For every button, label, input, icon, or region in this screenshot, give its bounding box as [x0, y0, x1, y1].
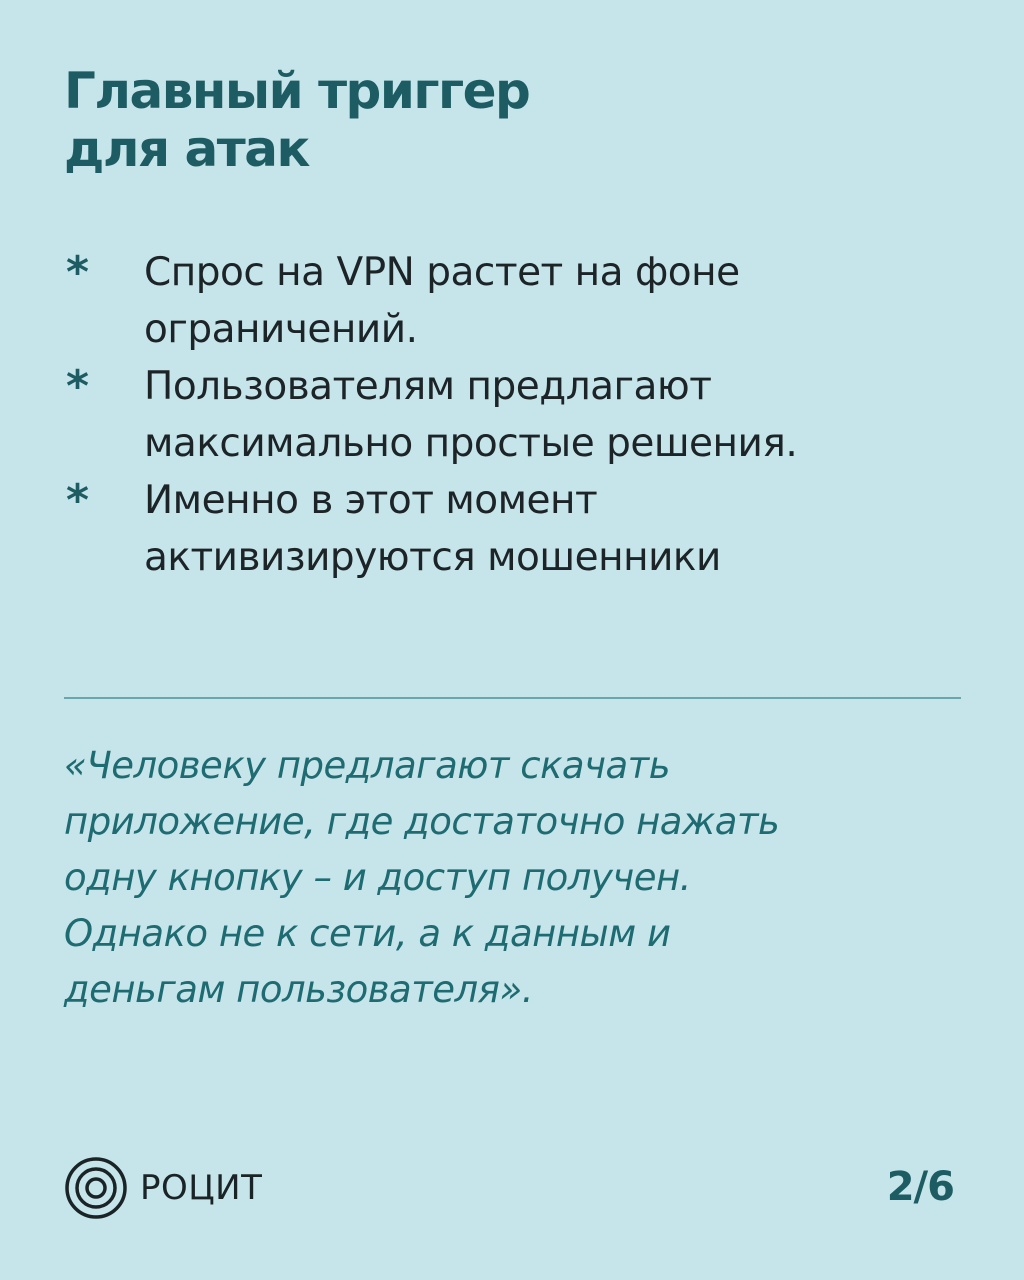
brand-logo — [64, 1156, 262, 1220]
bullet-text-line: Спрос на VPN растет на фоне — [144, 250, 740, 295]
asterisk-icon: * — [66, 475, 90, 526]
quote-line: одну кнопку – и доступ получен. — [64, 856, 691, 899]
bullet-text — [144, 244, 740, 358]
asterisk-icon: * — [66, 361, 90, 412]
bullet-item-1 — [64, 244, 964, 358]
bullet-text-line: ограничений. — [144, 307, 418, 352]
bullet-text — [144, 472, 721, 586]
bullet-list — [64, 244, 964, 586]
bullet-text-line: максимально простые решения. — [144, 421, 798, 466]
quote-line: деньгам пользователя». — [64, 968, 534, 1011]
asterisk-icon: * — [66, 247, 90, 298]
slide-title — [64, 62, 964, 178]
bullet-text — [144, 358, 797, 472]
concentric-circles-icon — [64, 1156, 128, 1220]
quote-line: приложение, где достаточно нажать — [64, 800, 780, 843]
slide-title-line-1: Главный триггер — [64, 62, 530, 120]
divider — [64, 697, 961, 699]
quote-line: «Человеку предлагают скачать — [64, 744, 671, 787]
quote-block — [64, 738, 974, 1018]
page-counter: 2/6 — [886, 1164, 954, 1210]
bullet-text-line: Именно в этот момент — [144, 478, 598, 523]
quote-line: Однако не к сети, а к данным и — [64, 912, 671, 955]
bullet-item-3 — [64, 472, 964, 586]
bullet-text-line: Пользователям предлагают — [144, 364, 712, 409]
brand-name: РОЦИТ — [140, 1168, 263, 1208]
bullet-text-line: активизируются мошенники — [144, 535, 721, 580]
bullet-item-2 — [64, 358, 964, 472]
slide-title-line-2: для атак — [64, 120, 309, 178]
